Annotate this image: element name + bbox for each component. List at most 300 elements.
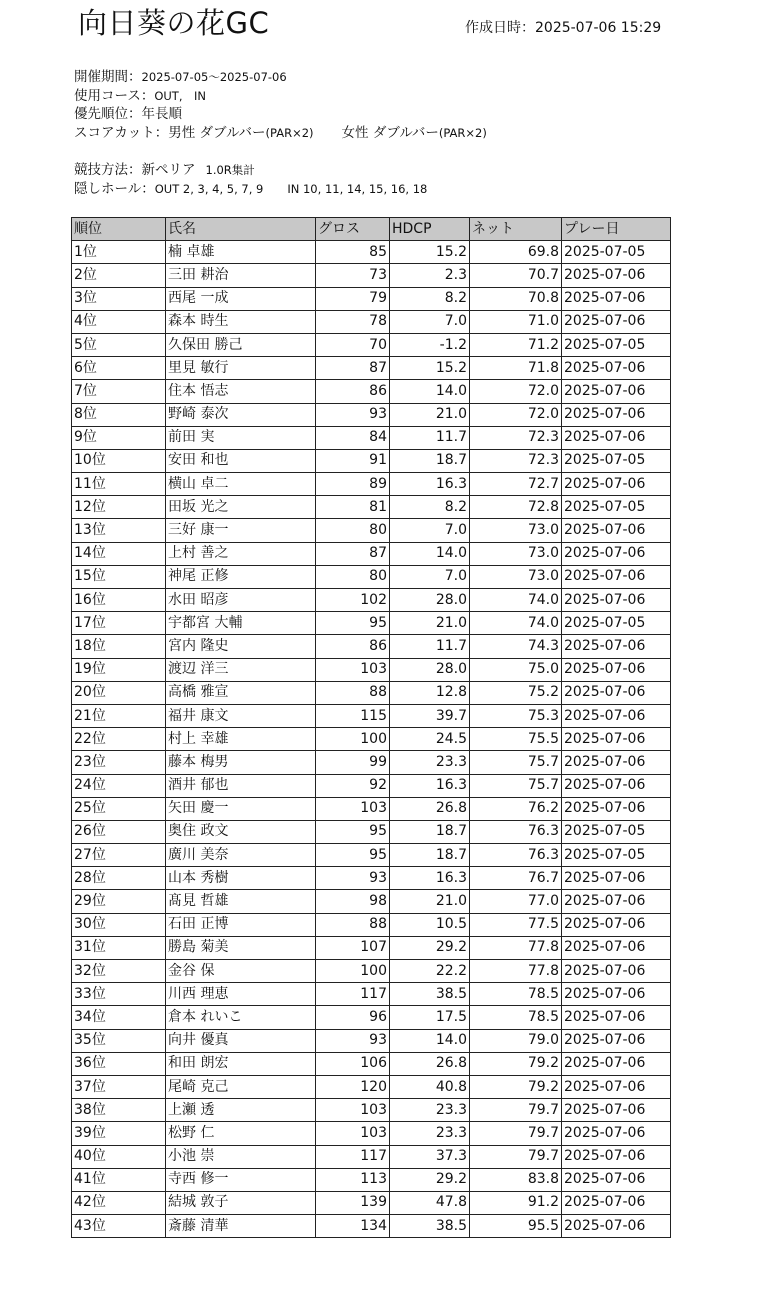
cell-hdcp: 39.7 <box>390 704 470 727</box>
cell-play-date: 2025-07-05 <box>562 333 671 356</box>
cell-name: 川西 理恵 <box>166 983 316 1006</box>
table-row <box>72 1029 671 1052</box>
cell-hdcp: 7.0 <box>390 310 470 333</box>
hidden-label: 隠しホール： <box>74 181 155 197</box>
cell-hdcp: 29.2 <box>390 936 470 959</box>
cell-rank: 33位 <box>72 983 166 1006</box>
cell-name: 奥住 政文 <box>166 820 316 843</box>
cell-gross: 95 <box>316 844 390 867</box>
cell-name: 藤本 梅男 <box>166 751 316 774</box>
cell-net: 76.3 <box>470 844 562 867</box>
priority-label: 優先順位： <box>74 106 142 122</box>
cell-rank: 7位 <box>72 380 166 403</box>
cell-net: 72.0 <box>470 380 562 403</box>
cell-hdcp: 23.3 <box>390 1099 470 1122</box>
scorecut-female-note: (PAR×2) <box>438 126 487 140</box>
cell-name: 向井 優真 <box>166 1029 316 1052</box>
table-row <box>72 751 671 774</box>
method-note: 1.0R集計 <box>205 163 255 177</box>
cell-name: 横山 卓二 <box>166 473 316 496</box>
cell-rank: 2位 <box>72 264 166 287</box>
cell-rank: 10位 <box>72 449 166 472</box>
table-row <box>72 681 671 704</box>
cell-play-date: 2025-07-06 <box>562 681 671 704</box>
cell-net: 74.0 <box>470 589 562 612</box>
method-value: 新ペリア <box>141 162 196 178</box>
cell-net: 78.5 <box>470 1006 562 1029</box>
cell-hdcp: 16.3 <box>390 473 470 496</box>
cell-name: 西尾 一成 <box>166 287 316 310</box>
table-row <box>72 844 671 867</box>
cell-gross: 79 <box>316 287 390 310</box>
table-row <box>72 1215 671 1238</box>
cell-play-date: 2025-07-06 <box>562 751 671 774</box>
cell-rank: 5位 <box>72 333 166 356</box>
cell-hdcp: 21.0 <box>390 612 470 635</box>
cell-rank: 25位 <box>72 797 166 820</box>
cell-play-date: 2025-07-06 <box>562 287 671 310</box>
cell-rank: 15位 <box>72 565 166 588</box>
cell-gross: 103 <box>316 1122 390 1145</box>
cell-play-date: 2025-07-05 <box>562 449 671 472</box>
cell-gross: 89 <box>316 473 390 496</box>
cell-gross: 100 <box>316 728 390 751</box>
cell-gross: 117 <box>316 1145 390 1168</box>
cell-gross: 139 <box>316 1191 390 1214</box>
table-row <box>72 867 671 890</box>
cell-name: 勝島 菊美 <box>166 936 316 959</box>
cell-net: 77.5 <box>470 913 562 936</box>
hidden-out: OUT 2, 3, 4, 5, 7, 9 <box>154 182 264 196</box>
cell-name: 上瀬 透 <box>166 1099 316 1122</box>
table-row <box>72 310 671 333</box>
cell-net: 72.7 <box>470 473 562 496</box>
cell-net: 79.7 <box>470 1099 562 1122</box>
cell-hdcp: 7.0 <box>390 565 470 588</box>
cell-hdcp: 12.8 <box>390 681 470 704</box>
cell-net: 76.2 <box>470 797 562 820</box>
table-row <box>72 635 671 658</box>
cell-hdcp: 21.0 <box>390 403 470 426</box>
table-row <box>72 1099 671 1122</box>
table-row <box>72 403 671 426</box>
cell-gross: 91 <box>316 449 390 472</box>
cell-gross: 87 <box>316 357 390 380</box>
table-row <box>72 983 671 1006</box>
cell-name: 石田 正博 <box>166 913 316 936</box>
cell-play-date: 2025-07-06 <box>562 519 671 542</box>
info-priority <box>74 105 182 124</box>
cell-gross: 93 <box>316 1029 390 1052</box>
scorecut-label: スコアカット： <box>74 125 169 141</box>
table-row <box>72 264 671 287</box>
info-course <box>74 87 206 106</box>
cell-hdcp: -1.2 <box>390 333 470 356</box>
table-row <box>72 1122 671 1145</box>
cell-play-date: 2025-07-06 <box>562 565 671 588</box>
cell-name: 廣川 美奈 <box>166 844 316 867</box>
table-row <box>72 542 671 565</box>
cell-gross: 106 <box>316 1052 390 1075</box>
cell-gross: 98 <box>316 890 390 913</box>
cell-play-date: 2025-07-06 <box>562 1191 671 1214</box>
cell-play-date: 2025-07-05 <box>562 820 671 843</box>
cell-rank: 18位 <box>72 635 166 658</box>
cell-hdcp: 15.2 <box>390 357 470 380</box>
cell-net: 76.3 <box>470 820 562 843</box>
cell-hdcp: 18.7 <box>390 820 470 843</box>
cell-hdcp: 23.3 <box>390 751 470 774</box>
cell-net: 71.0 <box>470 310 562 333</box>
cell-gross: 85 <box>316 241 390 264</box>
course-label: 使用コース： <box>74 88 155 104</box>
cell-play-date: 2025-07-06 <box>562 1029 671 1052</box>
header-name: 氏名 <box>166 218 316 241</box>
cell-play-date: 2025-07-06 <box>562 1122 671 1145</box>
cell-net: 73.0 <box>470 542 562 565</box>
cell-hdcp: 37.3 <box>390 1145 470 1168</box>
table-row <box>72 797 671 820</box>
cell-rank: 8位 <box>72 403 166 426</box>
cell-name: 久保田 勝己 <box>166 333 316 356</box>
cell-rank: 1位 <box>72 241 166 264</box>
cell-hdcp: 11.7 <box>390 426 470 449</box>
cell-name: 斎藤 清華 <box>166 1215 316 1238</box>
cell-hdcp: 29.2 <box>390 1168 470 1191</box>
cell-rank: 27位 <box>72 844 166 867</box>
table-row <box>72 380 671 403</box>
scorecut-male-note: (PAR×2) <box>265 126 314 140</box>
cell-play-date: 2025-07-06 <box>562 635 671 658</box>
cell-rank: 31位 <box>72 936 166 959</box>
cell-name: 高橋 雅宣 <box>166 681 316 704</box>
cell-name: 福井 康文 <box>166 704 316 727</box>
cell-rank: 16位 <box>72 589 166 612</box>
cell-name: 里見 敏行 <box>166 357 316 380</box>
cell-net: 79.7 <box>470 1145 562 1168</box>
cell-play-date: 2025-07-06 <box>562 704 671 727</box>
cell-name: 水田 昭彦 <box>166 589 316 612</box>
cell-play-date: 2025-07-06 <box>562 983 671 1006</box>
cell-rank: 4位 <box>72 310 166 333</box>
cell-gross: 113 <box>316 1168 390 1191</box>
cell-play-date: 2025-07-06 <box>562 426 671 449</box>
cell-play-date: 2025-07-06 <box>562 380 671 403</box>
cell-gross: 96 <box>316 1006 390 1029</box>
table-row <box>72 774 671 797</box>
cell-hdcp: 8.2 <box>390 496 470 519</box>
info-period <box>74 68 287 87</box>
cell-rank: 38位 <box>72 1099 166 1122</box>
cell-play-date: 2025-07-06 <box>562 264 671 287</box>
cell-hdcp: 18.7 <box>390 844 470 867</box>
cell-hdcp: 14.0 <box>390 1029 470 1052</box>
cell-net: 95.5 <box>470 1215 562 1238</box>
period-value: 2025-07-05〜2025-07-06 <box>141 70 287 84</box>
cell-gross: 103 <box>316 1099 390 1122</box>
table-row <box>72 1145 671 1168</box>
cell-hdcp: 24.5 <box>390 728 470 751</box>
cell-play-date: 2025-07-06 <box>562 1215 671 1238</box>
header-gross: グロス <box>316 218 390 241</box>
cell-hdcp: 22.2 <box>390 960 470 983</box>
cell-rank: 24位 <box>72 774 166 797</box>
table-row <box>72 820 671 843</box>
cell-net: 70.8 <box>470 287 562 310</box>
cell-rank: 42位 <box>72 1191 166 1214</box>
cell-name: 安田 和也 <box>166 449 316 472</box>
cell-gross: 70 <box>316 333 390 356</box>
cell-gross: 95 <box>316 612 390 635</box>
cell-gross: 115 <box>316 704 390 727</box>
cell-net: 69.8 <box>470 241 562 264</box>
table-row <box>72 890 671 913</box>
cell-rank: 3位 <box>72 287 166 310</box>
table-row <box>72 936 671 959</box>
cell-hdcp: 28.0 <box>390 589 470 612</box>
table-row <box>72 728 671 751</box>
cell-play-date: 2025-07-06 <box>562 1168 671 1191</box>
cell-rank: 6位 <box>72 357 166 380</box>
results-table <box>71 217 671 1238</box>
cell-rank: 32位 <box>72 960 166 983</box>
cell-play-date: 2025-07-05 <box>562 844 671 867</box>
cell-play-date: 2025-07-06 <box>562 867 671 890</box>
table-row <box>72 1052 671 1075</box>
table-row <box>72 241 671 264</box>
cell-hdcp: 10.5 <box>390 913 470 936</box>
cell-gross: 117 <box>316 983 390 1006</box>
cell-play-date: 2025-07-05 <box>562 612 671 635</box>
cell-gross: 103 <box>316 658 390 681</box>
cell-play-date: 2025-07-06 <box>562 728 671 751</box>
cell-rank: 22位 <box>72 728 166 751</box>
cell-play-date: 2025-07-06 <box>562 1099 671 1122</box>
cell-hdcp: 17.5 <box>390 1006 470 1029</box>
cell-gross: 120 <box>316 1075 390 1098</box>
cell-play-date: 2025-07-06 <box>562 473 671 496</box>
cell-rank: 36位 <box>72 1052 166 1075</box>
cell-hdcp: 21.0 <box>390 890 470 913</box>
created-label: 作成日時： <box>465 20 535 36</box>
cell-rank: 14位 <box>72 542 166 565</box>
cell-rank: 28位 <box>72 867 166 890</box>
cell-net: 75.3 <box>470 704 562 727</box>
cell-gross: 95 <box>316 820 390 843</box>
cell-hdcp: 38.5 <box>390 983 470 1006</box>
table-row <box>72 565 671 588</box>
cell-play-date: 2025-07-06 <box>562 1052 671 1075</box>
cell-play-date: 2025-07-06 <box>562 1145 671 1168</box>
created-datetime <box>465 18 661 38</box>
cell-net: 77.8 <box>470 936 562 959</box>
cell-gross: 84 <box>316 426 390 449</box>
header-rank: 順位 <box>72 218 166 241</box>
cell-play-date: 2025-07-06 <box>562 1006 671 1029</box>
cell-gross: 87 <box>316 542 390 565</box>
header-net: ネット <box>470 218 562 241</box>
cell-play-date: 2025-07-06 <box>562 589 671 612</box>
cell-hdcp: 47.8 <box>390 1191 470 1214</box>
cell-net: 75.2 <box>470 681 562 704</box>
table-row <box>72 357 671 380</box>
cell-net: 79.0 <box>470 1029 562 1052</box>
cell-net: 72.0 <box>470 403 562 426</box>
cell-name: 宇都宮 大輔 <box>166 612 316 635</box>
cell-rank: 12位 <box>72 496 166 519</box>
cell-net: 74.0 <box>470 612 562 635</box>
scorecut-female: 女性 ダブルバー <box>341 125 439 141</box>
cell-gross: 73 <box>316 264 390 287</box>
table-row <box>72 1006 671 1029</box>
cell-net: 71.8 <box>470 357 562 380</box>
cell-hdcp: 40.8 <box>390 1075 470 1098</box>
cell-name: 小池 崇 <box>166 1145 316 1168</box>
hidden-in: IN 10, 11, 14, 15, 16, 18 <box>287 182 428 196</box>
cell-name: 上村 善之 <box>166 542 316 565</box>
table-header-row <box>72 218 671 241</box>
cell-gross: 99 <box>316 751 390 774</box>
cell-rank: 20位 <box>72 681 166 704</box>
cell-rank: 23位 <box>72 751 166 774</box>
cell-rank: 13位 <box>72 519 166 542</box>
table-row <box>72 704 671 727</box>
cell-rank: 41位 <box>72 1168 166 1191</box>
cell-name: 三好 康一 <box>166 519 316 542</box>
cell-net: 75.7 <box>470 774 562 797</box>
table-row <box>72 333 671 356</box>
cell-net: 73.0 <box>470 565 562 588</box>
cell-hdcp: 7.0 <box>390 519 470 542</box>
cell-gross: 134 <box>316 1215 390 1238</box>
cell-name: 酒井 郁也 <box>166 774 316 797</box>
table-row <box>72 1191 671 1214</box>
cell-hdcp: 11.7 <box>390 635 470 658</box>
cell-net: 73.0 <box>470 519 562 542</box>
cell-play-date: 2025-07-06 <box>562 774 671 797</box>
cell-name: 結城 敦子 <box>166 1191 316 1214</box>
cell-name: 山本 秀樹 <box>166 867 316 890</box>
cell-hdcp: 14.0 <box>390 542 470 565</box>
cell-name: 髙見 哲雄 <box>166 890 316 913</box>
cell-play-date: 2025-07-06 <box>562 936 671 959</box>
cell-name: 住本 悟志 <box>166 380 316 403</box>
cell-gross: 86 <box>316 380 390 403</box>
cell-play-date: 2025-07-06 <box>562 913 671 936</box>
cell-gross: 78 <box>316 310 390 333</box>
table-row <box>72 658 671 681</box>
cell-hdcp: 16.3 <box>390 867 470 890</box>
cell-play-date: 2025-07-06 <box>562 542 671 565</box>
cell-play-date: 2025-07-06 <box>562 403 671 426</box>
cell-name: 野崎 泰次 <box>166 403 316 426</box>
cell-net: 72.8 <box>470 496 562 519</box>
cell-hdcp: 23.3 <box>390 1122 470 1145</box>
course-value: OUT, IN <box>154 89 206 103</box>
cell-name: 三田 耕治 <box>166 264 316 287</box>
cell-gross: 103 <box>316 797 390 820</box>
cell-net: 77.8 <box>470 960 562 983</box>
cell-hdcp: 28.0 <box>390 658 470 681</box>
table-row <box>72 496 671 519</box>
cell-hdcp: 18.7 <box>390 449 470 472</box>
table-row <box>72 519 671 542</box>
priority-value: 年長順 <box>141 106 182 122</box>
cell-hdcp: 38.5 <box>390 1215 470 1238</box>
cell-gross: 92 <box>316 774 390 797</box>
cell-hdcp: 8.2 <box>390 287 470 310</box>
table-row <box>72 449 671 472</box>
cell-rank: 43位 <box>72 1215 166 1238</box>
cell-play-date: 2025-07-06 <box>562 310 671 333</box>
cell-net: 78.5 <box>470 983 562 1006</box>
cell-hdcp: 14.0 <box>390 380 470 403</box>
cell-net: 71.2 <box>470 333 562 356</box>
scorecut-male: 男性 ダブルバー <box>168 125 266 141</box>
cell-name: 尾崎 克己 <box>166 1075 316 1098</box>
cell-gross: 80 <box>316 565 390 588</box>
cell-name: 森本 時生 <box>166 310 316 333</box>
cell-name: 寺西 修一 <box>166 1168 316 1191</box>
header-play-date: プレー日 <box>562 218 671 241</box>
cell-hdcp: 2.3 <box>390 264 470 287</box>
cell-rank: 21位 <box>72 704 166 727</box>
cell-hdcp: 26.8 <box>390 797 470 820</box>
table-row <box>72 612 671 635</box>
cell-name: 松野 仁 <box>166 1122 316 1145</box>
table-row <box>72 1075 671 1098</box>
cell-name: 村上 幸雄 <box>166 728 316 751</box>
cell-rank: 19位 <box>72 658 166 681</box>
info-scorecut <box>74 124 487 143</box>
results-body <box>72 241 671 1238</box>
cell-net: 75.5 <box>470 728 562 751</box>
cell-hdcp: 16.3 <box>390 774 470 797</box>
table-row <box>72 426 671 449</box>
info-hidden-holes <box>74 180 427 199</box>
cell-rank: 29位 <box>72 890 166 913</box>
created-value: 2025-07-06 15:29 <box>535 20 662 36</box>
cell-rank: 40位 <box>72 1145 166 1168</box>
cell-rank: 11位 <box>72 473 166 496</box>
cell-name: 倉本 れいこ <box>166 1006 316 1029</box>
cell-name: 神尾 正修 <box>166 565 316 588</box>
cell-name: 金谷 保 <box>166 960 316 983</box>
cell-name: 宮内 隆史 <box>166 635 316 658</box>
cell-gross: 100 <box>316 960 390 983</box>
cell-net: 79.7 <box>470 1122 562 1145</box>
cell-gross: 81 <box>316 496 390 519</box>
table-row <box>72 913 671 936</box>
table-row <box>72 473 671 496</box>
cell-net: 72.3 <box>470 449 562 472</box>
period-label: 開催期間： <box>74 69 142 85</box>
cell-net: 72.3 <box>470 426 562 449</box>
cell-rank: 37位 <box>72 1075 166 1098</box>
method-label: 競技方法： <box>74 162 142 178</box>
cell-rank: 39位 <box>72 1122 166 1145</box>
cell-gross: 88 <box>316 913 390 936</box>
cell-gross: 102 <box>316 589 390 612</box>
cell-rank: 34位 <box>72 1006 166 1029</box>
table-row <box>72 1168 671 1191</box>
cell-play-date: 2025-07-06 <box>562 890 671 913</box>
cell-name: 渡辺 洋三 <box>166 658 316 681</box>
header-hdcp: HDCP <box>390 218 470 241</box>
cell-name: 矢田 慶一 <box>166 797 316 820</box>
cell-gross: 93 <box>316 403 390 426</box>
cell-rank: 30位 <box>72 913 166 936</box>
